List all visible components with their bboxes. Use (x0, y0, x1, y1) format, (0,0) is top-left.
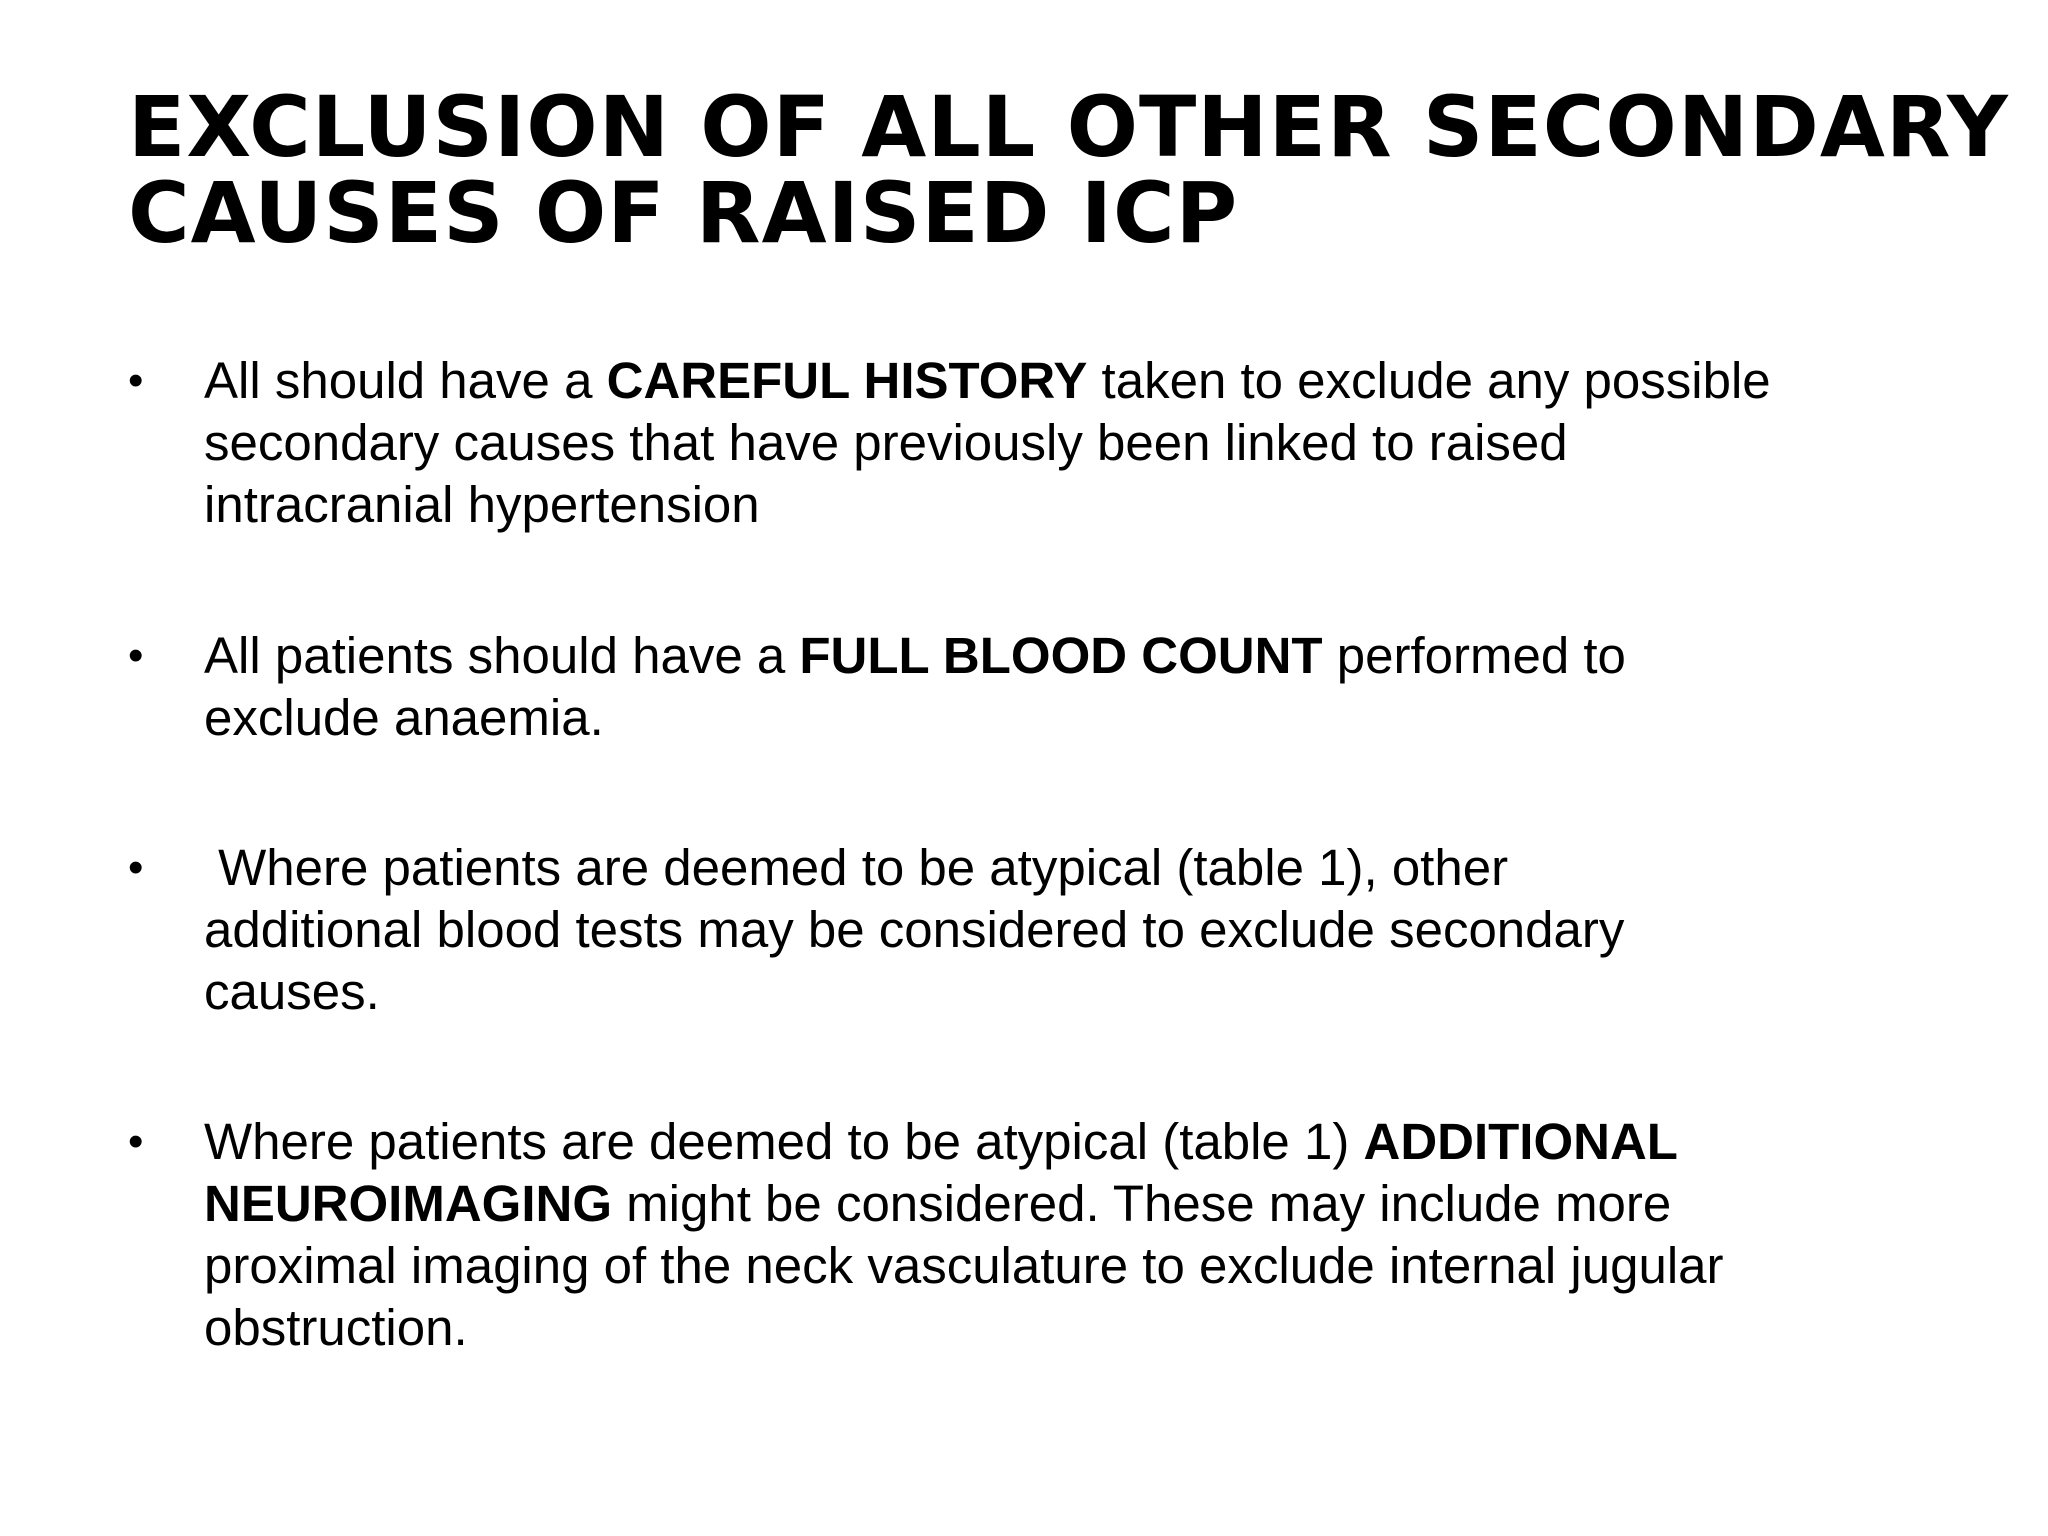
bullet-line: obstruction. (204, 1299, 468, 1356)
bullet-line: Where patients are deemed to be atypical (table 1), other (204, 839, 1509, 896)
bullet-text (204, 1111, 1958, 1359)
bullet-icon: • (128, 843, 144, 892)
bullet-line: exclude anaemia. (204, 689, 604, 746)
bullet-icon: • (128, 356, 144, 405)
bullet-line: causes. (204, 963, 380, 1020)
bullet-line (204, 350, 1958, 412)
bullet-line (204, 1173, 1958, 1235)
bullet-text-segment: performed to (1322, 627, 1626, 684)
bullet-text (204, 625, 1958, 749)
bullet-icon: • (128, 1117, 144, 1166)
slide-title-line: EXCLUSION OF ALL OTHER SECONDARY (128, 78, 2009, 176)
bullet-text (204, 837, 1958, 1023)
bullet-bold-term: NEUROIMAGING (204, 1175, 612, 1232)
bullet-text (204, 350, 1958, 536)
bullet-text-segment: All should have a (204, 352, 607, 409)
bullet-text-segment: All patients should have a (204, 627, 800, 684)
bullet-line: intracranial hypertension (204, 476, 760, 533)
bullet-icon: • (128, 631, 144, 680)
bullet-line: additional blood tests may be considered to exclude secondary (204, 901, 1625, 958)
bullet-text-segment: might be considered. These may include more (612, 1175, 1672, 1232)
bullet-bold-term: ADDITIONAL (1363, 1113, 1678, 1170)
bullet-text-segment: Where patients are deemed to be atypical (table 1) (204, 1113, 1364, 1170)
bullet-bold-term: CAREFUL HISTORY (606, 352, 1088, 409)
bullet-line (204, 625, 1958, 687)
bullet-line (204, 1111, 1958, 1173)
bullet-bold-term: FULL BLOOD COUNT (799, 627, 1323, 684)
bullet-line: proximal imaging of the neck vasculature to exclude internal jugular (204, 1237, 1724, 1294)
bullet-line: secondary causes that have previously been linked to raised (204, 414, 1568, 471)
slide-title-line: CAUSES OF RAISED ICP (128, 164, 1239, 262)
bullet-text-segment: taken to exclude any possible (1087, 352, 1771, 409)
slide-title (128, 78, 2009, 262)
